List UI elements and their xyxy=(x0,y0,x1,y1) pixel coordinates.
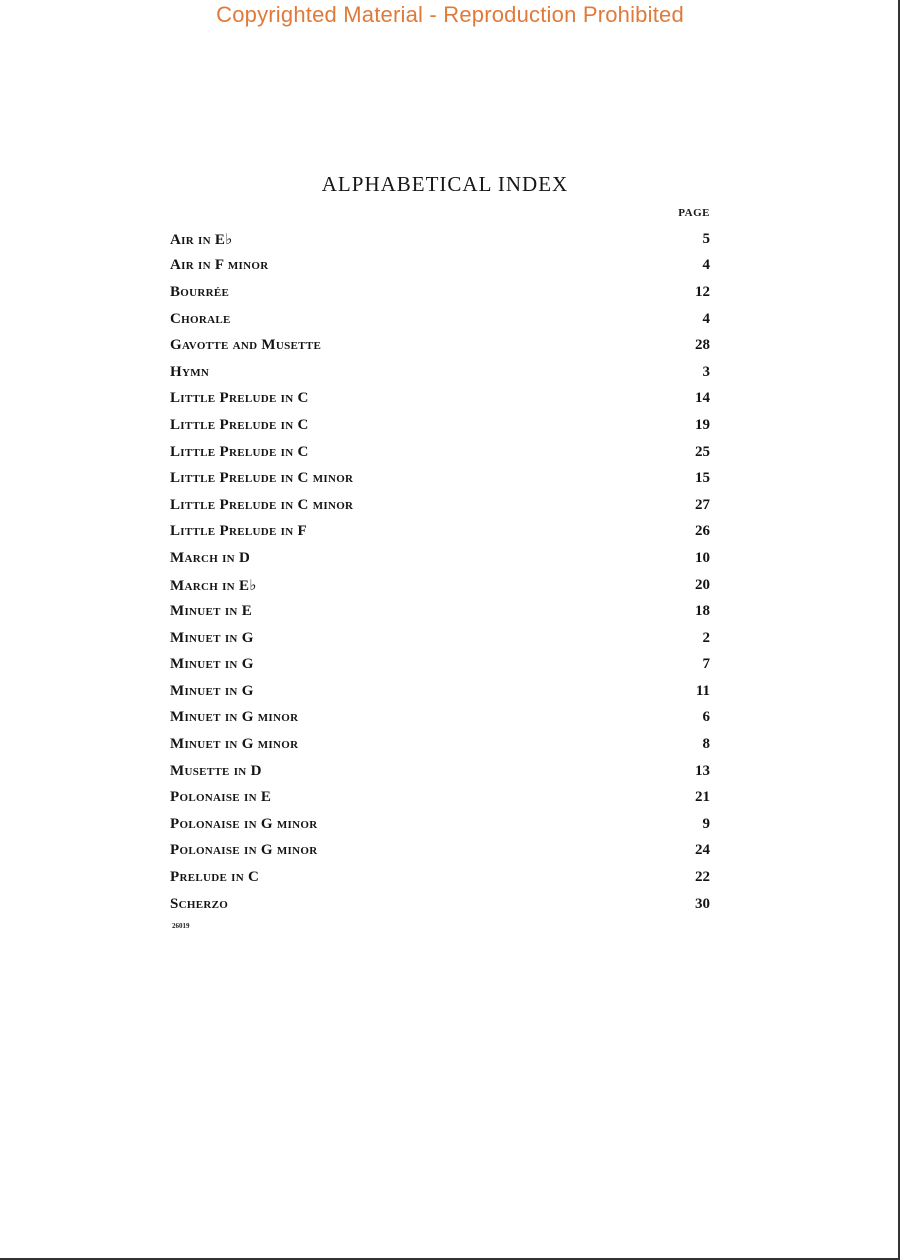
index-entry xyxy=(170,891,710,918)
index-entry-title: Minuet in G xyxy=(170,656,254,673)
index-entry-page: 21 xyxy=(695,789,710,806)
index-entry xyxy=(170,359,710,386)
index-entry xyxy=(170,412,710,439)
index-entry-page: 9 xyxy=(702,815,710,832)
plate-number: 26019 xyxy=(172,922,190,930)
index-entry xyxy=(170,386,710,413)
index-entry-title: Musette in D xyxy=(170,762,262,779)
index-entry-title: Little Prelude in C minor xyxy=(170,470,354,487)
index-entry xyxy=(170,439,710,466)
index-entry-title: March in E♭ xyxy=(170,577,257,594)
index-entry-page: 24 xyxy=(695,842,710,859)
index-entry-page: 22 xyxy=(695,869,710,886)
index-entry-page: 12 xyxy=(695,283,710,300)
index-list xyxy=(170,226,710,917)
index-entry xyxy=(170,838,710,865)
index-entry xyxy=(170,279,710,306)
index-entry-title: Chorale xyxy=(170,310,231,327)
index-entry xyxy=(170,226,710,253)
index-entry-title: Minuet in G xyxy=(170,682,254,699)
index-entry-page: 13 xyxy=(695,762,710,779)
index-entry-page: 8 xyxy=(702,736,710,753)
index-entry-title: Prelude in C xyxy=(170,869,260,886)
index-entry-page: 27 xyxy=(695,496,710,513)
index-entry-title: Polonaise in E xyxy=(170,789,272,806)
index-entry xyxy=(170,784,710,811)
index-entry xyxy=(170,306,710,333)
index-entry-title: Minuet in G minor xyxy=(170,736,299,753)
index-entry-page: 18 xyxy=(695,603,710,620)
index-entry-page: 20 xyxy=(695,576,710,593)
index-entry-page: 5 xyxy=(702,230,710,247)
index-entry xyxy=(170,731,710,758)
index-entry xyxy=(170,864,710,891)
index-entry-page: 10 xyxy=(695,549,710,566)
index-entry xyxy=(170,332,710,359)
index-entry-page: 19 xyxy=(695,416,710,433)
index-entry xyxy=(170,652,710,679)
index-entry xyxy=(170,253,710,280)
index-entry-page: 28 xyxy=(695,337,710,354)
index-entry-title: Gavotte and Musette xyxy=(170,337,322,354)
index-entry-page: 4 xyxy=(702,310,710,327)
index-entry-page: 3 xyxy=(702,363,710,380)
index-entry-page: 26 xyxy=(695,523,710,540)
index-entry-page: 25 xyxy=(695,443,710,460)
index-entry xyxy=(170,758,710,785)
index-entry-page: 14 xyxy=(695,390,710,407)
index-entry-page: 2 xyxy=(702,629,710,646)
index-entry-page: 7 xyxy=(702,656,710,673)
index-entry-title: Bourrée xyxy=(170,283,230,300)
index-entry-title: March in D xyxy=(170,549,251,566)
page-title: ALPHABETICAL INDEX xyxy=(321,172,569,196)
index-entry xyxy=(170,465,710,492)
index-entry xyxy=(170,598,710,625)
index-entry-page: 6 xyxy=(702,709,710,726)
index-entry xyxy=(170,545,710,572)
index-entry xyxy=(170,492,710,519)
index-entry-title: Hymn xyxy=(170,363,210,380)
index-entry-page: 15 xyxy=(695,470,710,487)
index-entry-title: Little Prelude in C xyxy=(170,390,309,407)
index-entry xyxy=(170,572,710,599)
index-entry-title: Little Prelude in C xyxy=(170,416,309,433)
index-entry xyxy=(170,705,710,732)
index-entry-title: Minuet in E xyxy=(170,603,253,620)
index-entry xyxy=(170,519,710,546)
index-entry-title: Polonaise in G minor xyxy=(170,842,318,859)
index-entry xyxy=(170,678,710,705)
index-entry-title: Minuet in G minor xyxy=(170,709,299,726)
index-entry xyxy=(170,625,710,652)
index-entry-title: Air in E♭ xyxy=(170,231,233,248)
index-entry-page: 11 xyxy=(695,682,710,699)
index-entry-title: Scherzo xyxy=(170,895,229,912)
index-entry-title: Minuet in G xyxy=(170,629,254,646)
index-entry-title: Little Prelude in C xyxy=(170,443,309,460)
index-entry xyxy=(170,811,710,838)
index-entry-title: Polonaise in G minor xyxy=(170,815,318,832)
index-entry-title: Little Prelude in C minor xyxy=(170,496,354,513)
index-entry-title: Air in F minor xyxy=(170,257,269,274)
index-entry-page: 4 xyxy=(702,257,710,274)
copyright-watermark: Copyrighted Material - Reproduction Prohibited xyxy=(216,2,684,27)
index-entry-title: Little Prelude in F xyxy=(170,523,307,540)
index-entry-page: 30 xyxy=(695,895,710,912)
page-column-header: PAGE xyxy=(678,207,710,219)
